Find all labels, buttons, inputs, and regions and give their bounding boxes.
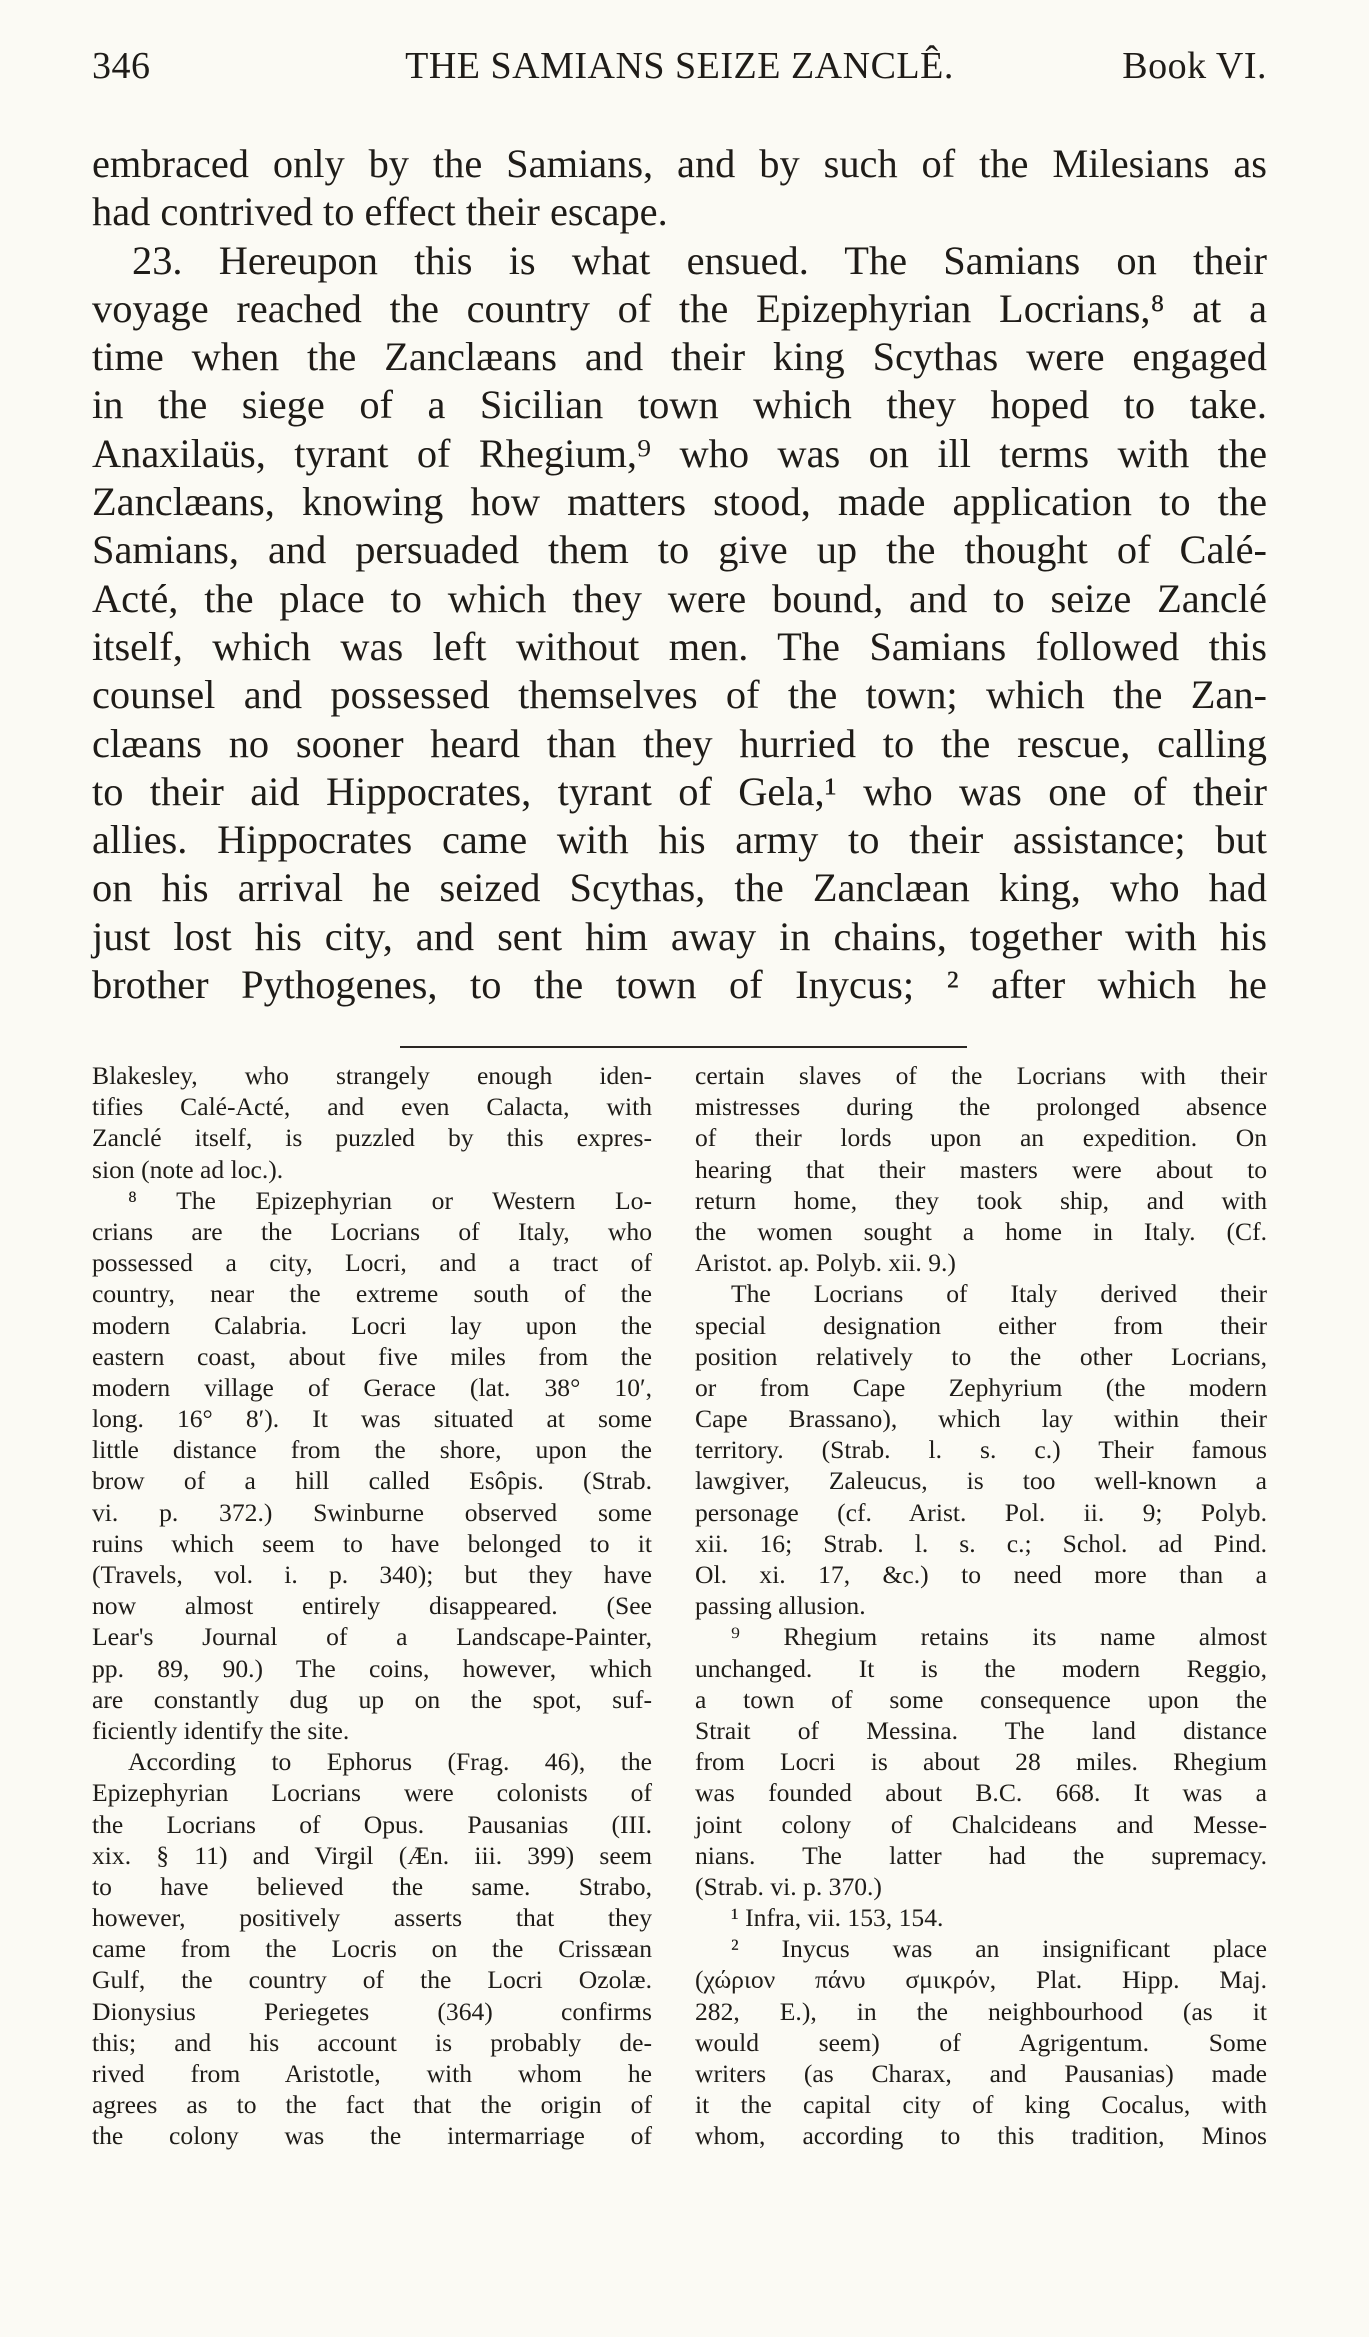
footnote-1: ¹ Infra, vii. 153, 154.: [731, 1903, 944, 1933]
note-line: from Locri is about 28 miles. Rhegium: [695, 1747, 1267, 1777]
note-line: brow of a hill called Esôpis. (Strab.: [92, 1466, 652, 1496]
main-line: just lost his city, and sent him away in chains, together with his: [92, 913, 1267, 959]
note-line: passing allusion.: [695, 1591, 866, 1621]
note-line: pp. 89, 90.) The coins, however, which: [92, 1653, 652, 1683]
main-line: Acté, the place to which they were bound, and to seize Zanclé: [92, 575, 1267, 621]
footnote-divider: [400, 1046, 967, 1048]
note-line: this; and his account is probably de-: [92, 2027, 652, 2057]
footnote-9: ⁹ Rhegium retains its name almost: [731, 1622, 1267, 1652]
note-line: personage (cf. Arist. Pol. ii. 9; Polyb.: [695, 1497, 1267, 1527]
note-line: Lear's Journal of a Landscape-Painter,: [92, 1622, 652, 1652]
note-line: whom, according to this tradition, Minos: [695, 2121, 1267, 2151]
note-line: to have believed the same. Strabo,: [92, 1871, 652, 1901]
note-line: lawgiver, Zaleucus, is too well-known a: [695, 1466, 1267, 1496]
note-line: modern Calabria. Locri lay upon the: [92, 1310, 652, 1340]
note-line: agrees as to the fact that the origin of: [92, 2090, 652, 2120]
note-line: long. 16° 8′). It was situated at some: [92, 1404, 652, 1434]
note-line: hearing that their masters were about to: [695, 1154, 1267, 1184]
main-line: itself, which was left without men. The Samians followed this: [92, 623, 1267, 669]
note-line: Zanclé itself, is puzzled by this expres-: [92, 1123, 652, 1153]
note-line: Aristot. ap. Polyb. xii. 9.): [695, 1248, 956, 1278]
main-line: allies. Hippocrates came with his army to their assistance; but: [92, 817, 1267, 863]
note-line: The Locrians of Italy derived their: [731, 1279, 1267, 1309]
footnotes-left-column: [92, 1060, 652, 2152]
note-line: would seem) of Agrigentum. Some: [695, 2027, 1267, 2057]
main-text: [92, 140, 1267, 1009]
note-line: xix. § 11) and Virgil (Æn. iii. 399) seem: [92, 1840, 652, 1870]
note-line: (Strab. vi. p. 370.): [695, 1871, 882, 1901]
note-line: sion (note ad loc.).: [92, 1154, 284, 1184]
note-line: the colony was the intermarriage of: [92, 2121, 652, 2151]
note-line: vi. p. 372.) Swinburne observed some: [92, 1497, 652, 1527]
note-line: Epizephyrian Locrians were colonists of: [92, 1778, 652, 1808]
main-line: counsel and possessed themselves of the town; which the Zan-: [92, 672, 1267, 718]
running-title: THE SAMIANS SEIZE ZANCLÊ.: [405, 45, 954, 87]
main-line: on his arrival he seized Scythas, the Zanclæan king, who had: [92, 865, 1267, 911]
footnote-8: ⁸ The Epizephyrian or Western Lo-: [128, 1185, 652, 1215]
note-line: eastern coast, about five miles from the: [92, 1341, 652, 1371]
main-line: voyage reached the country of the Epizephyrian Locrians,⁸ at a: [92, 285, 1267, 331]
note-line: Gulf, the country of the Locri Ozolæ.: [92, 1965, 652, 1995]
note-line: the women sought a home in Italy. (Cf.: [695, 1216, 1267, 1246]
note-line: Cape Brassano), which lay within their: [695, 1404, 1267, 1434]
main-line: brother Pythogenes, to the town of Inycus; ² after which he: [92, 962, 1267, 1008]
main-line: had contrived to effect their escape.: [92, 189, 668, 235]
note-line: are constantly dug up on the spot, suf-: [92, 1684, 652, 1714]
note-line: or from Cape Zephyrium (the modern: [695, 1372, 1267, 1402]
note-line: rived from Aristotle, with whom he: [92, 2059, 652, 2088]
note-line: According to Ephorus (Frag. 46), the: [128, 1747, 652, 1777]
main-line: to their aid Hippocrates, tyrant of Gela,¹ who was one of their: [92, 768, 1267, 814]
note-line: Ol. xi. 17, &c.) to need more than a: [695, 1560, 1267, 1589]
page-header: [92, 44, 1267, 104]
note-line: (χώριον πάνυ σμικρόν, Plat. Hipp. Maj.: [695, 1965, 1267, 1995]
note-line: xii. 16; Strab. l. s. c.; Schol. ad Pind.: [695, 1528, 1267, 1558]
note-line: crians are the Locrians of Italy, who: [92, 1216, 652, 1246]
note-line: now almost entirely disappeared. (See: [92, 1591, 652, 1621]
note-line: position relatively to the other Locrians,: [695, 1341, 1267, 1371]
note-line: modern village of Gerace (lat. 38° 10′,: [92, 1372, 652, 1402]
main-line: Samians, and persuaded them to give up the thought of Calé-: [92, 527, 1267, 573]
note-line: a town of some consequence upon the: [695, 1684, 1267, 1714]
note-line: nians. The latter had the supremacy.: [695, 1840, 1267, 1870]
note-line: came from the Locris on the Crissæan: [92, 1934, 652, 1964]
note-line: country, near the extreme south of the: [92, 1279, 652, 1309]
main-line: clæans no sooner heard than they hurried to the rescue, calling: [92, 720, 1267, 766]
note-line: possessed a city, Locri, and a tract of: [92, 1248, 652, 1278]
note-line: 282, E.), in the neighbourhood (as it: [695, 1996, 1267, 2026]
note-line: ficiently identify the site.: [92, 1715, 350, 1745]
note-line: it the capital city of king Cocalus, with: [695, 2090, 1267, 2120]
note-line: return home, they took ship, and with: [695, 1185, 1267, 1215]
main-line: in the siege of a Sicilian town which they hoped to take.: [92, 382, 1267, 428]
note-line: Dionysius Periegetes (364) confirms: [92, 1996, 652, 2026]
note-line: territory. (Strab. l. s. c.) Their famous: [695, 1435, 1267, 1465]
footnotes-right-column: [695, 1060, 1267, 2152]
note-line: ruins which seem to have belonged to it: [92, 1528, 652, 1558]
page-number: 346: [92, 45, 151, 87]
main-line: time when the Zanclæans and their king Scythas were engaged: [92, 334, 1267, 380]
main-line: 23. Hereupon this is what ensued. The Samians on their: [132, 237, 1267, 283]
note-line: tifies Calé-Acté, and even Calacta, with: [92, 1092, 652, 1122]
note-line: however, positively asserts that they: [92, 1903, 652, 1933]
note-line: Strait of Messina. The land distance: [695, 1715, 1267, 1745]
note-line: certain slaves of the Locrians with their: [695, 1061, 1267, 1090]
note-line: writers (as Charax, and Pausanias) made: [695, 2059, 1267, 2088]
note-line: the Locrians of Opus. Pausanias (III.: [92, 1809, 652, 1839]
main-line: Anaxilaüs, tyrant of Rhegium,⁹ who was on ill terms with the: [92, 430, 1267, 476]
note-line: Blakesley, who strangely enough iden-: [92, 1061, 652, 1090]
note-line: little distance from the shore, upon the: [92, 1435, 652, 1465]
note-line: was founded about B.C. 668. It was a: [695, 1778, 1267, 1808]
main-line: embraced only by the Samians, and by such of the Milesians as: [92, 141, 1267, 186]
footnote-2: ² Inycus was an insignificant place: [731, 1934, 1267, 1964]
book-label: Book VI.: [1122, 45, 1267, 87]
note-line: (Travels, vol. i. p. 340); but they have: [92, 1560, 652, 1589]
main-line: Zanclæans, knowing how matters stood, made application to the: [92, 479, 1267, 525]
note-line: joint colony of Chalcideans and Messe-: [695, 1809, 1267, 1839]
note-line: of their lords upon an expedition. On: [695, 1123, 1267, 1153]
note-line: mistresses during the prolonged absence: [695, 1092, 1267, 1122]
note-line: special designation either from their: [695, 1310, 1267, 1340]
note-line: unchanged. It is the modern Reggio,: [695, 1653, 1267, 1683]
